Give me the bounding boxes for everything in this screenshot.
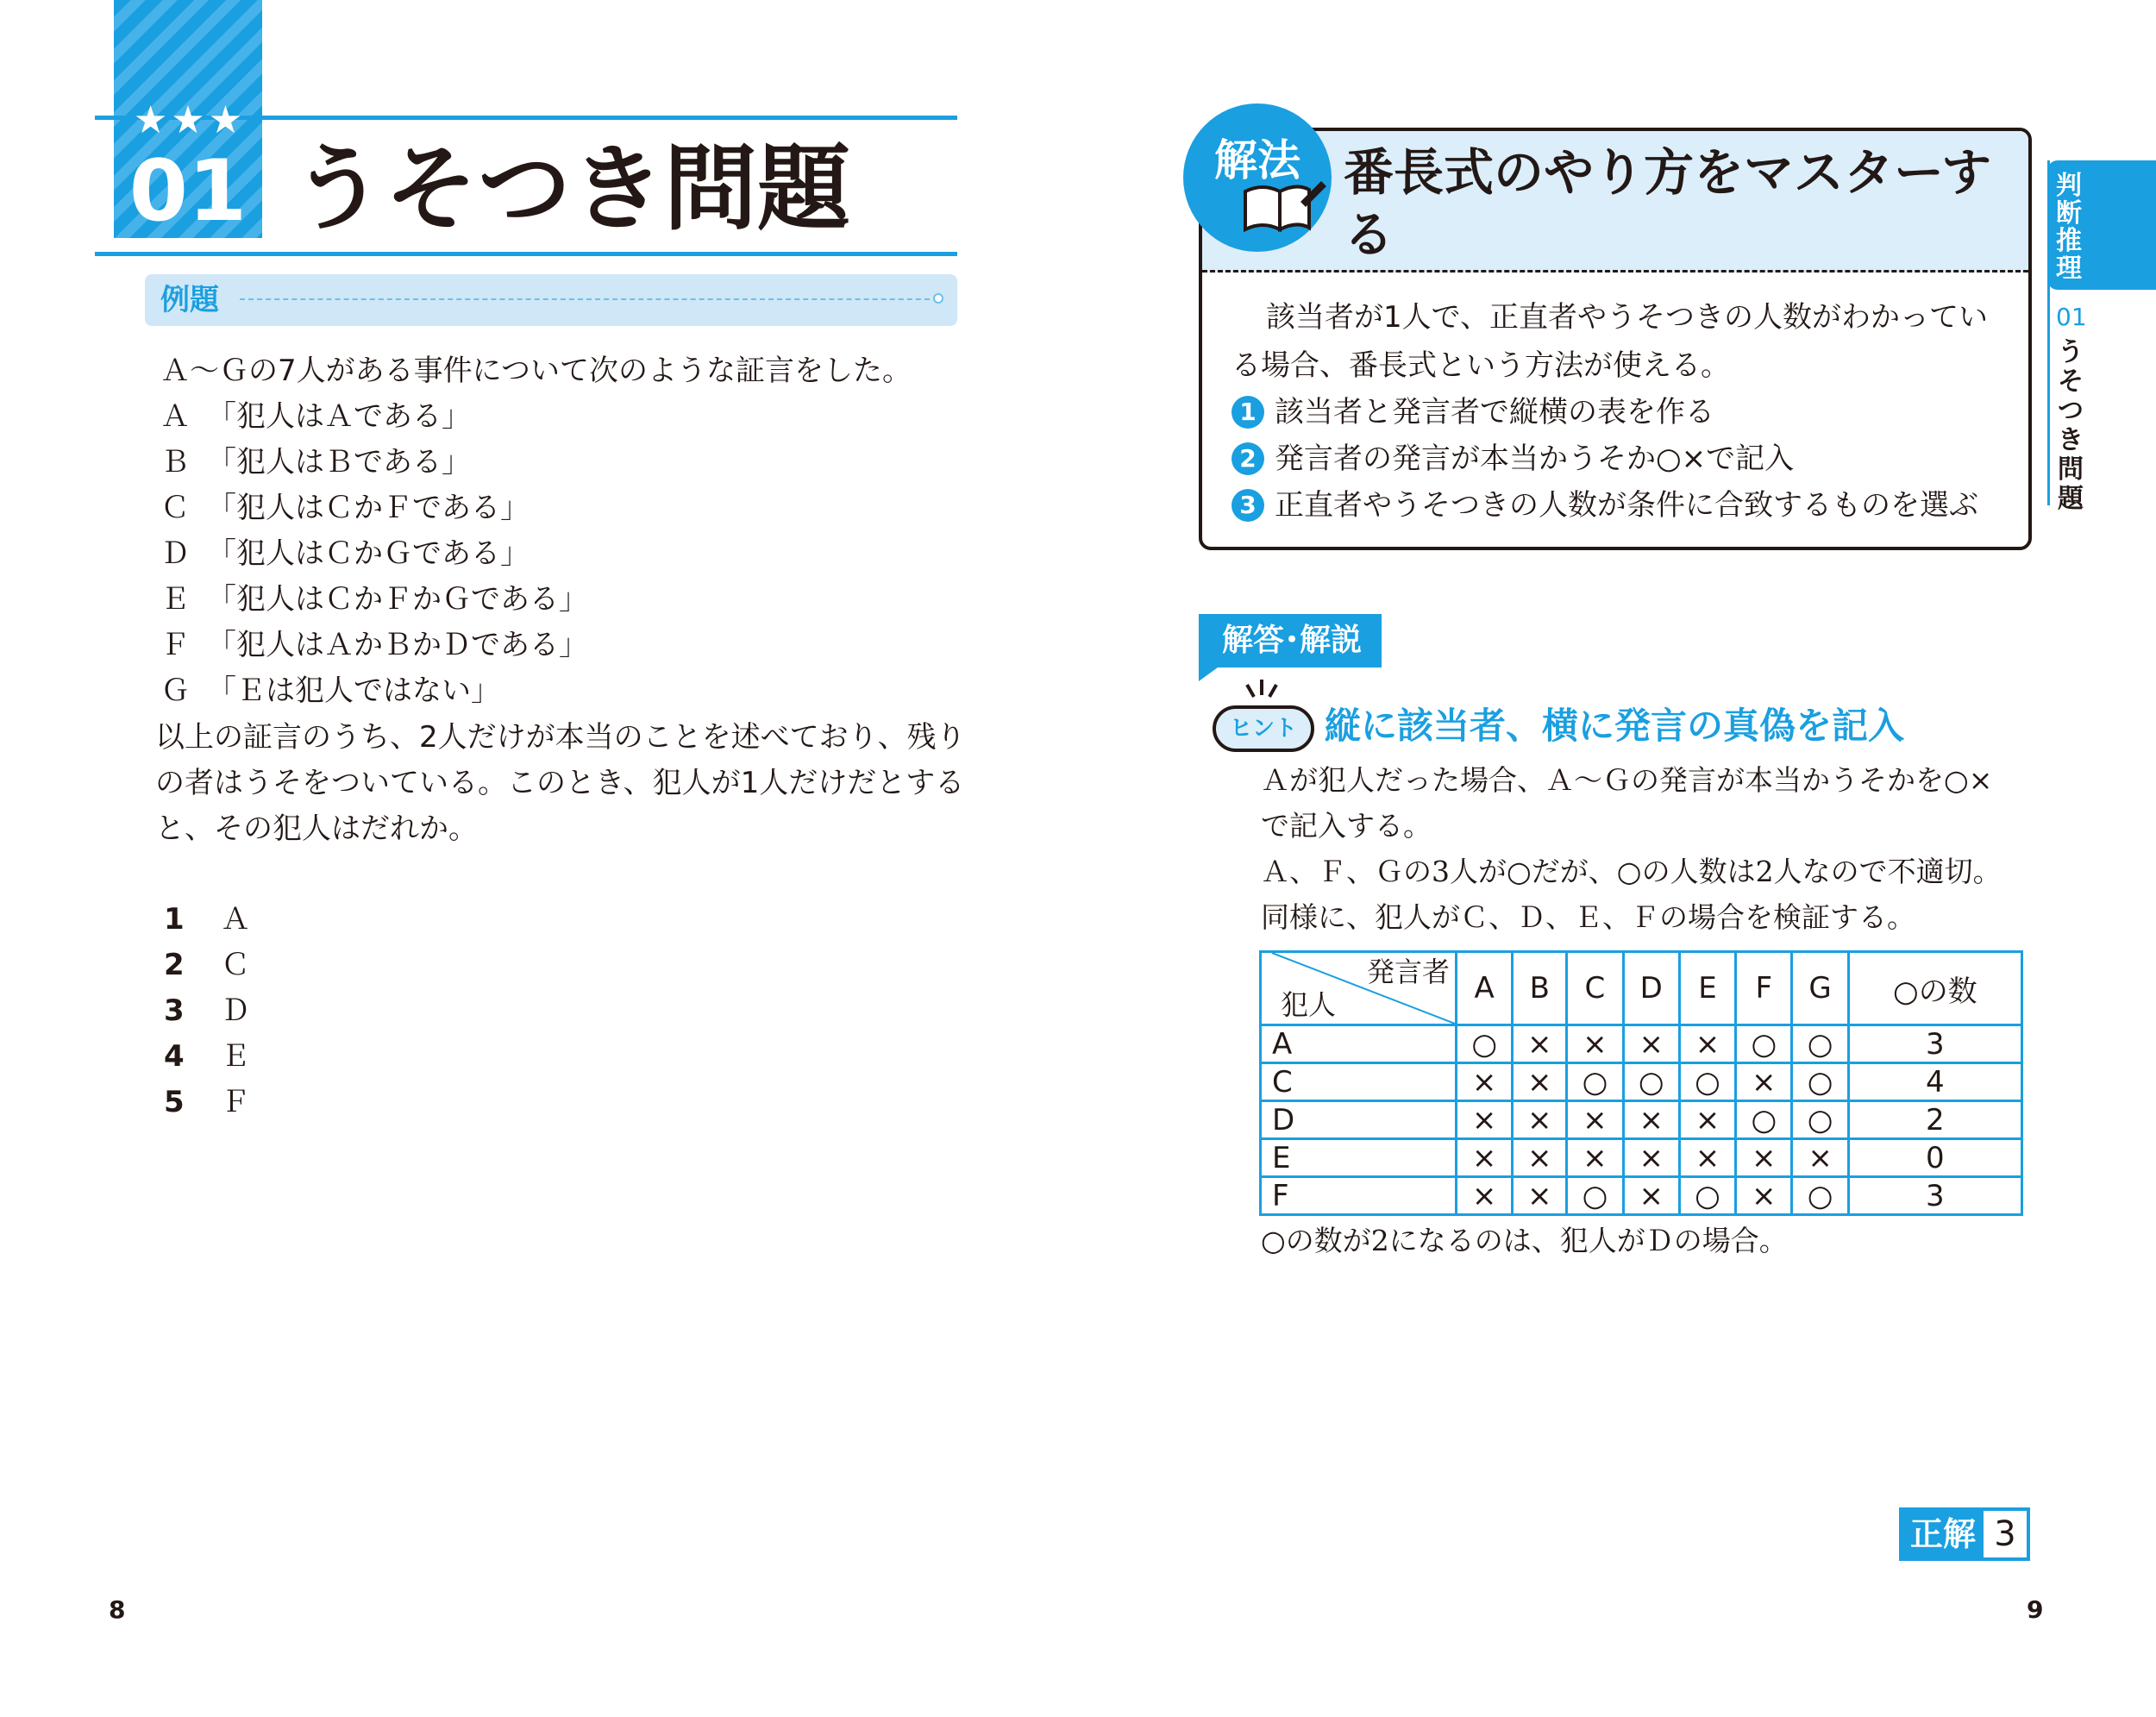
statement-speaker: Ａ [160, 399, 190, 434]
explanation-line: 同様に、犯人がＣ、Ｄ、Ｅ、Ｆの場合を検証する。 [1261, 900, 1915, 934]
table-cell: 3 [1848, 1025, 2021, 1063]
choice-text: Ｆ [221, 1085, 250, 1119]
table-cell: × [1513, 1025, 1567, 1063]
table-cell: × [1457, 1063, 1513, 1101]
method-step [1232, 390, 1714, 435]
page-number-left: 8 [109, 1595, 126, 1624]
table-cell: ○ [1623, 1063, 1679, 1101]
table-column-header: F [1736, 952, 1792, 1025]
side-lesson-number: 01 [2056, 303, 2087, 331]
corner-culprit-label: 犯人 [1281, 988, 1337, 1021]
method-step [1232, 483, 1978, 528]
statement-text: 「犯人はＣかＦである」 [207, 491, 530, 525]
choice-text: Ｄ [221, 993, 250, 1028]
table-cell: × [1623, 1177, 1679, 1215]
table-cell: × [1736, 1063, 1792, 1101]
example-heading-bar [145, 274, 957, 326]
statement-speaker: Ｄ [160, 536, 190, 571]
table-row [1261, 1139, 2022, 1177]
example-label: 例題 [160, 283, 219, 317]
table-row-label: A [1261, 1025, 1457, 1063]
statement-item [160, 486, 530, 531]
statement-text: 「犯人はＣかＦかＧである」 [207, 582, 588, 617]
explanation-line: で記入する。 [1261, 809, 1432, 843]
correct-answer-label: 正解 [1909, 1515, 1976, 1553]
choice-text: Ａ [221, 902, 250, 937]
table-cell: × [1679, 1101, 1735, 1139]
table-column-header: B [1513, 952, 1567, 1025]
table-column-header: C [1567, 952, 1623, 1025]
page-number-right: 9 [2027, 1595, 2044, 1624]
statement-text: 「犯人はＢである」 [207, 445, 471, 479]
table-cell: × [1567, 1025, 1623, 1063]
statement-item [160, 577, 588, 623]
corner-speaker-label: 発言者 [1366, 956, 1450, 988]
question-intro: Ａ～Ｇの7人がある事件について次のような証言をした。 [160, 354, 912, 388]
table-cell: ○ [1736, 1101, 1792, 1139]
answer-choice[interactable] [164, 988, 250, 1034]
table-column-header: A [1457, 952, 1513, 1025]
table-row-label: C [1261, 1063, 1457, 1101]
answer-section-label: 解答･解説 [1221, 623, 1362, 658]
hint-spark-icon [1240, 678, 1283, 700]
table-row [1261, 1177, 2022, 1215]
statement-speaker: Ｅ [160, 582, 190, 617]
category-tab-label: 判断推理 [2056, 171, 2082, 284]
table-header-row [1261, 952, 2022, 1025]
table-cell: 3 [1848, 1177, 2021, 1215]
hint-title: 縦に該当者、横に発言の真偽を記入 [1325, 705, 1905, 747]
table-cell: ○ [1679, 1177, 1735, 1215]
choice-number: 2 [164, 948, 185, 982]
table-cell: ○ [1792, 1101, 1848, 1139]
table-column-header: ○の数 [1848, 952, 2021, 1025]
table-cell: × [1679, 1025, 1735, 1063]
table-cell: × [1567, 1139, 1623, 1177]
question-line: 以上の証言のうち、2人だけが本当のことを述べており、残り [155, 720, 966, 755]
answer-choice[interactable] [164, 1080, 250, 1125]
statement-text: 「Ｅは犯人ではない」 [207, 674, 500, 708]
step-text: 該当者と発言者で縦横の表を作る [1275, 395, 1714, 429]
table-cell: × [1736, 1139, 1792, 1177]
statement-item [160, 668, 500, 714]
table-column-header: E [1679, 952, 1735, 1025]
book-pencil-icon [1240, 176, 1326, 236]
side-lesson-title: うそつき問題 [2058, 337, 2084, 514]
choice-number: 5 [164, 1085, 185, 1119]
table-cell: ○ [1736, 1025, 1792, 1063]
statement-speaker: Ｂ [160, 445, 190, 479]
table-cell: ○ [1792, 1177, 1848, 1215]
table-cell: ○ [1457, 1025, 1513, 1063]
statement-item [160, 440, 471, 486]
lesson-title: うそつき問題 [291, 135, 851, 243]
step-number-badge: 3 [1232, 489, 1264, 522]
choice-text: Ｅ [221, 1039, 250, 1074]
statement-text: 「犯人はＣかＧである」 [207, 536, 530, 571]
table-row [1261, 1063, 2022, 1101]
conclusion-line: ○の数が2になるのは、犯人がＤの場合。 [1261, 1224, 1788, 1257]
answer-choice[interactable] [164, 897, 250, 943]
step-text: 発言者の発言が本当かうそか○×で記入 [1275, 442, 1795, 476]
table-cell: ○ [1567, 1063, 1623, 1101]
header-rule-bottom [95, 252, 957, 256]
step-number-badge: 1 [1232, 396, 1264, 429]
table-cell: 4 [1848, 1063, 2021, 1101]
lesson-number: 01 [128, 142, 248, 241]
table-cell: × [1513, 1139, 1567, 1177]
choice-number: 4 [164, 1039, 185, 1074]
choice-number: 3 [164, 993, 185, 1028]
method-badge: 解法 [1214, 135, 1300, 185]
correct-answer-value: 3 [1984, 1511, 2027, 1557]
difficulty-stars: ★★★ [133, 98, 247, 142]
answer-choice[interactable] [164, 1034, 250, 1080]
choice-text: Ｃ [221, 948, 250, 982]
statement-speaker: Ｇ [160, 674, 190, 708]
table-row [1261, 1025, 2022, 1063]
statement-text: 「犯人はＡかＢかＤである」 [207, 628, 588, 662]
table-cell: × [1736, 1177, 1792, 1215]
method-title: 番長式のやり方をマスターする [1344, 143, 1992, 264]
example-dot [933, 293, 943, 304]
method-step [1232, 436, 1794, 481]
table-cell: × [1513, 1101, 1567, 1139]
table-row-label: E [1261, 1139, 1457, 1177]
method-intro: 該当者が1人で、正直者やうそつきの人数がわかっている場合、番長式という方法が使える。 [1232, 300, 1988, 383]
table-corner-cell [1261, 952, 1457, 1025]
table-cell: × [1792, 1139, 1848, 1177]
table-cell: ○ [1792, 1063, 1848, 1101]
table-cell: × [1457, 1177, 1513, 1215]
hint-label: ヒント [1229, 716, 1297, 742]
table-cell: × [1567, 1101, 1623, 1139]
table-cell: × [1457, 1139, 1513, 1177]
statement-item [160, 394, 471, 440]
step-number-badge: 2 [1232, 442, 1264, 475]
question-line: の者はうそをついている。このとき、犯人が1人だけだとする [155, 766, 965, 800]
statement-speaker: Ｃ [160, 491, 190, 525]
table-cell: × [1457, 1101, 1513, 1139]
choice-number: 1 [164, 902, 185, 937]
truth-table [1259, 950, 2023, 1216]
table-cell: × [1513, 1177, 1567, 1215]
statement-item [160, 531, 530, 577]
statement-text: 「犯人はＡである」 [207, 399, 471, 434]
example-dashed-line [240, 298, 938, 300]
question-line: と、その犯人はだれか。 [155, 812, 478, 846]
step-text: 正直者やうそつきの人数が条件に合致するものを選ぶ [1275, 488, 1978, 523]
table-column-header: G [1792, 952, 1848, 1025]
table-cell: × [1623, 1139, 1679, 1177]
table-column-header: D [1623, 952, 1679, 1025]
answer-choice[interactable] [164, 943, 250, 988]
table-cell: ○ [1679, 1063, 1735, 1101]
table-cell: ○ [1792, 1025, 1848, 1063]
table-cell: 2 [1848, 1101, 2021, 1139]
table-row-label: D [1261, 1101, 1457, 1139]
answer-tag-tail [1199, 667, 1218, 681]
table-cell: × [1513, 1063, 1567, 1101]
table-cell: × [1623, 1101, 1679, 1139]
table-cell: ○ [1567, 1177, 1623, 1215]
statement-speaker: Ｆ [160, 628, 190, 662]
table-cell: 0 [1848, 1139, 2021, 1177]
statement-item [160, 623, 588, 668]
explanation-line: Ａ、Ｆ、Ｇの3人が○だが、○の人数は2人なので不適切。 [1261, 855, 2002, 888]
table-row-label: F [1261, 1177, 1457, 1215]
table-cell: × [1679, 1139, 1735, 1177]
explanation-line: Ａが犯人だった場合、Ａ～Ｇの発言が本当かうそかを○× [1261, 763, 1993, 797]
table-cell: × [1623, 1025, 1679, 1063]
table-row [1261, 1101, 2022, 1139]
